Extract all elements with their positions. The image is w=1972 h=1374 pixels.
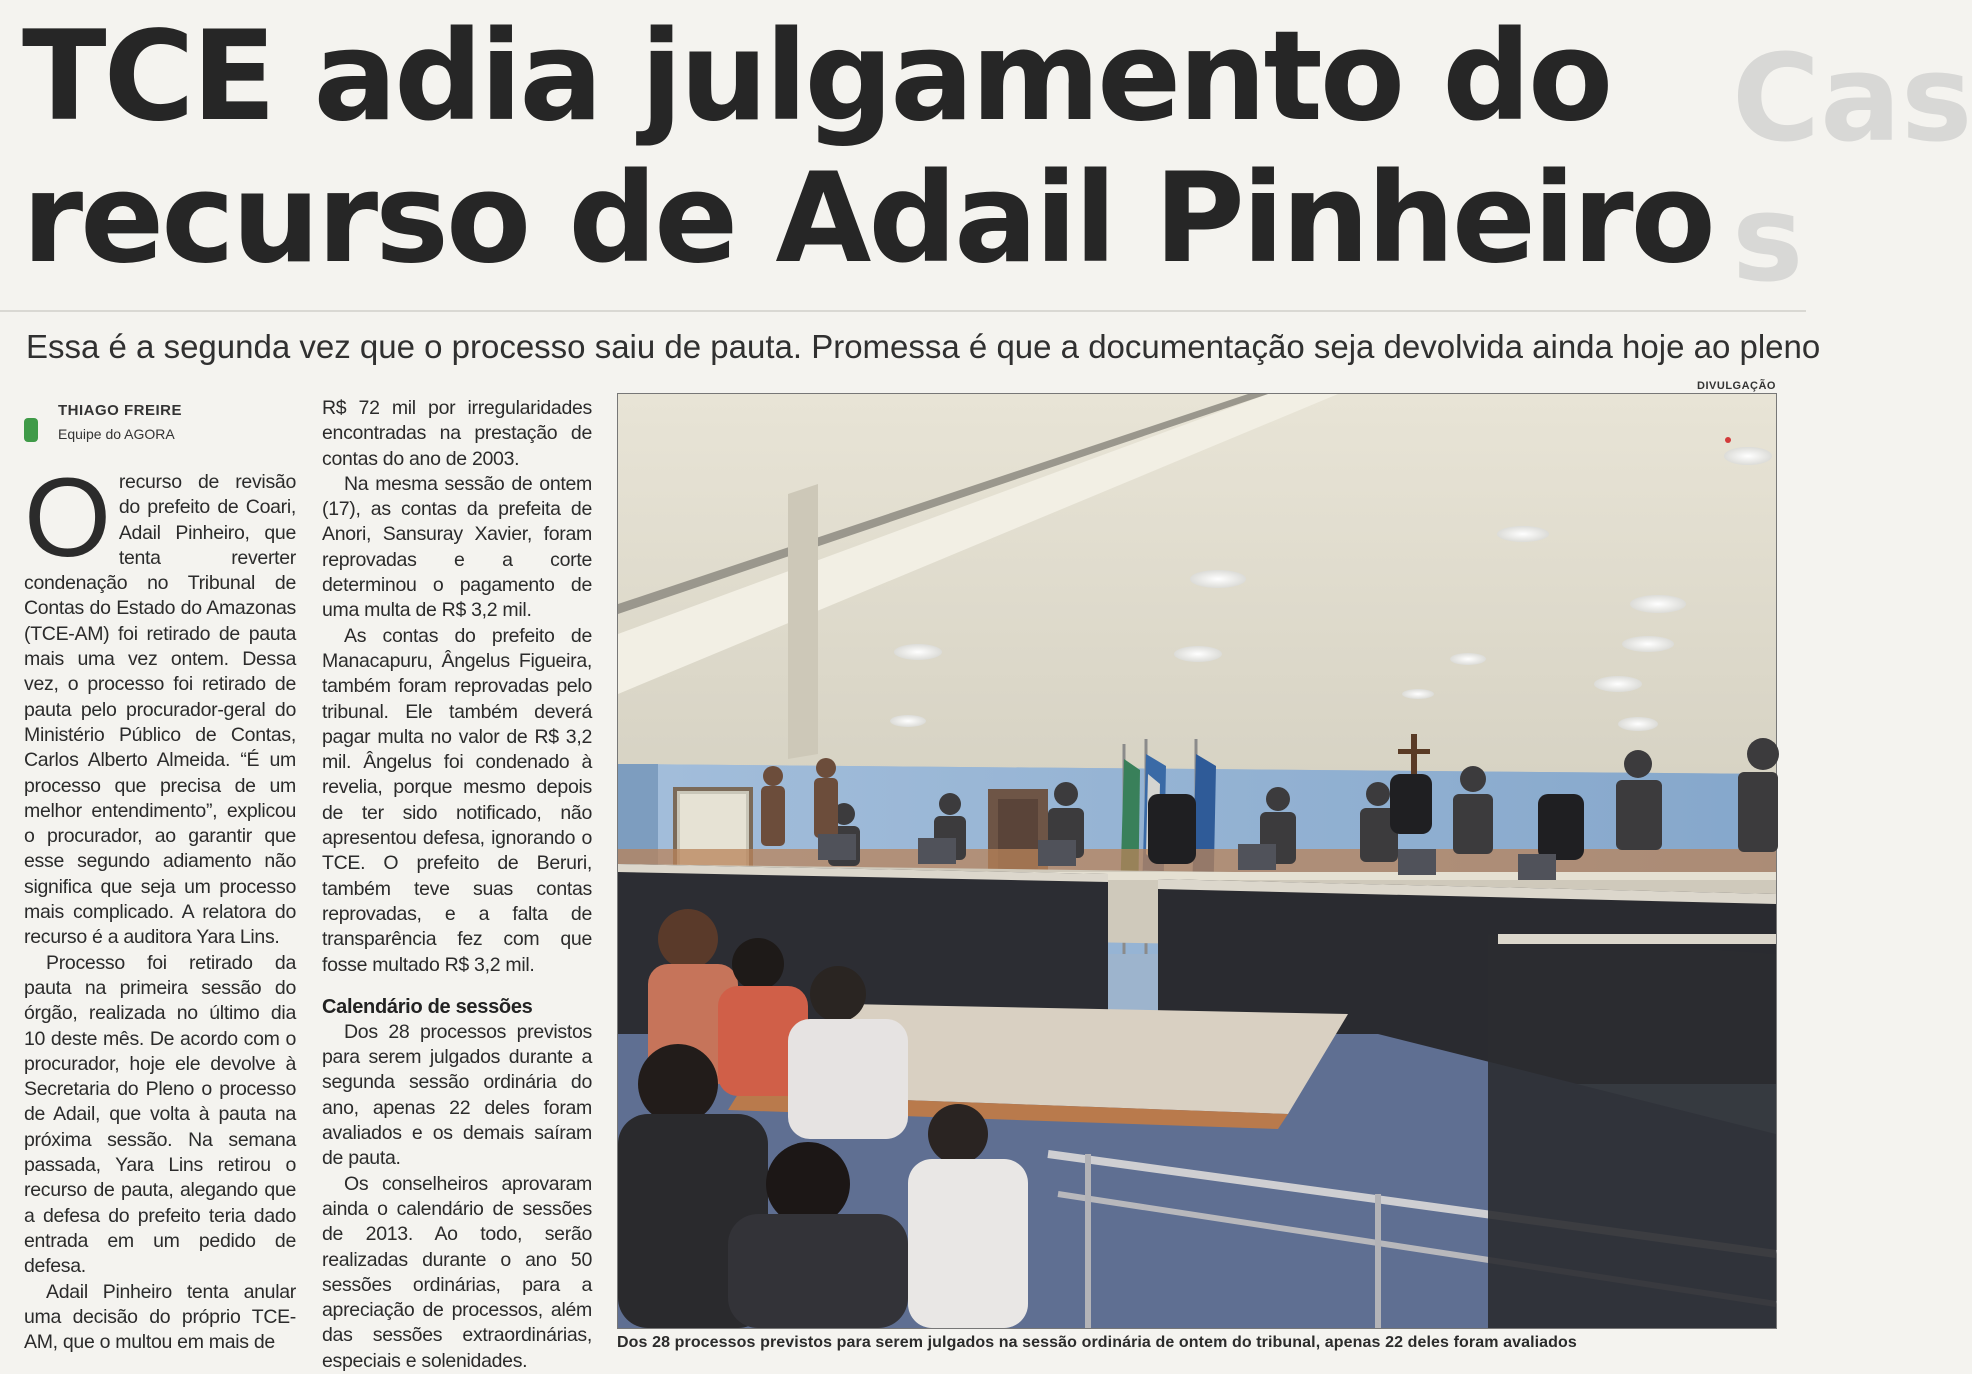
author-name: THIAGO FREIRE <box>58 402 183 419</box>
article-column-1 <box>24 455 296 1354</box>
headline: TCE adia julgamento do recurso de Adail Pinheiro <box>22 5 1713 291</box>
paragraph: Dos 28 processos previstos para serem julgados durante a segunda sessão ordinária do ano, apenas 22 deles foram avaliados e os demais saíram de pauta. <box>322 1020 592 1170</box>
photo-caption: Dos 28 processos previstos para serem julgados na sessão ordinária de ontem do tribunal, apenas 22 deles foram avaliados <box>617 1334 1577 1351</box>
subheadline: Essa é a segunda vez que o processo saiu de pauta. Promessa é que a documentação seja devolvida ainda hoje ao pleno <box>26 328 1821 365</box>
paragraph: As contas do prefeito de Manacapuru, Ângelus Figueira, também foram reprovadas pelo tribunal. Ele também deverá pagar multa no valor de R$ 3,2 mil. Ângelus foi condenado à revelia, porque mesmo depois de ter sido notificado, não apresentou defesa, ignorando o TCE. O prefeito de Beruri, também teve suas contas reprovadas, e a falta de transparência fez com que fosse multado R$ 3,2 mil. <box>322 624 592 976</box>
byline-marker-icon <box>24 418 38 442</box>
paragraph-text: recurso de revisão do prefeito de Coari, Adail Pinheiro, que tenta reverter condenação no Tribunal de Contas do Estado do Amazonas (TCE-AM) foi retirado de pauta mais uma vez ontem. Dessa vez, o processo foi retirado de pauta pelo procurador-geral do Ministério Público de Contas, Carlos Alberto Almeida. “É um processo que precisa de um melhor entendimento”, explicou o procurador, ao garantir que esse segundo adiamento não significa que seja um processo mais complicado. A relatora do recurso é a auditora Yara Lins. <box>24 471 296 949</box>
photo-illustration <box>618 394 1776 1328</box>
divider <box>0 310 1806 312</box>
byline <box>24 402 314 446</box>
author-team: Equipe do AGORA <box>58 426 175 442</box>
paragraph: Processo foi retirado da pauta na primeira sessão do órgão, realizada no último dia 10 deste mês. De acordo com o procurador, hoje ele devolve à Secretaria do Pleno o processo de Adail, que volta à pauta na próxima sessão. Na semana passada, Yara Lins retirou o recurso de pauta, alegando que a defesa do prefeito teria dado entrada em um pedido de defesa. <box>24 951 296 1278</box>
bleed-through-text: Cas s <box>1732 30 1972 309</box>
paragraph: Na mesma sessão de ontem (17), as contas da prefeita de Anori, Sansuray Xavier, foram reprovadas e a corte determinou o pagamento de uma multa de R$ 3,2 mil. <box>322 472 592 622</box>
photo-credit: DIVULGAÇÃO <box>1697 380 1776 392</box>
drop-cap: O <box>24 455 111 580</box>
paragraph: Os conselheiros aprovaram ainda o calendário de sessões de 2013. Ao todo, serão realizadas durante o ano 50 sessões ordinárias, para a apreciação de processos, além das sessões extraordinárias, especiais e solenidades. <box>322 1172 592 1372</box>
paragraph <box>24 455 296 951</box>
paragraph: R$ 72 mil por irregularidades encontradas na prestação de contas do ano de 2003. <box>322 397 592 470</box>
article-column-2 <box>322 396 592 1372</box>
section-subtitle: Calendário de sessões <box>322 995 533 1018</box>
paragraph: Adail Pinheiro tenta anular uma decisão do próprio TCE-AM, que o multou em mais de <box>24 1280 296 1354</box>
court-session-photo <box>617 393 1777 1329</box>
